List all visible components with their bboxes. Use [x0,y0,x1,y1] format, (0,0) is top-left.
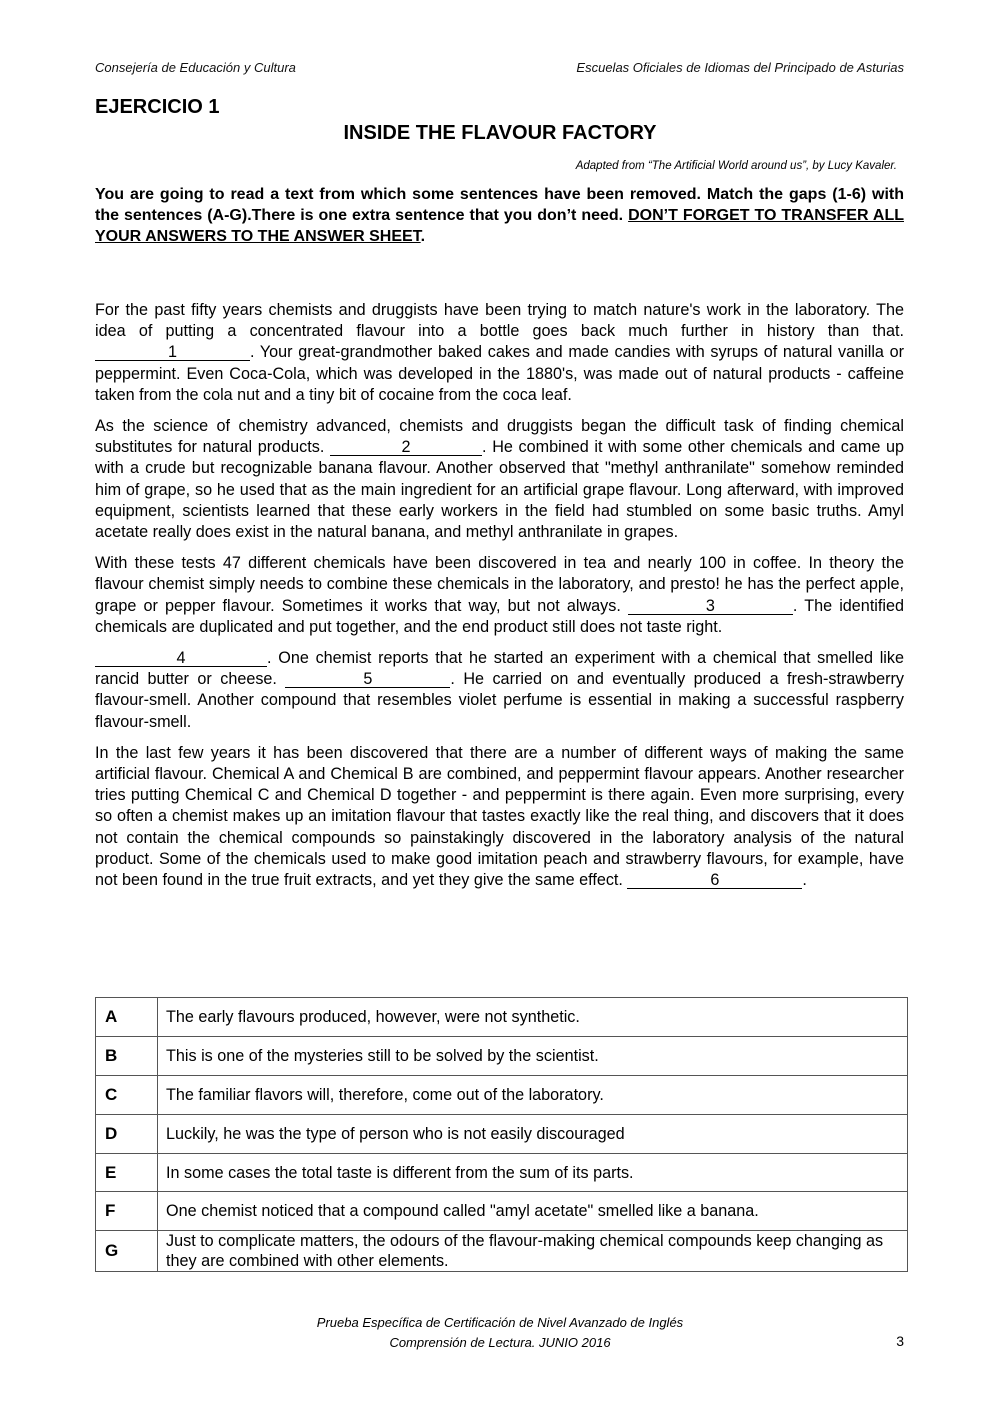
paragraph-1 [95,300,904,406]
paragraph-text: As the science of chemistry advanced, chemists and druggists began the difficult task of finding chemical substitutes for natural products. [95,417,904,457]
instructions [95,184,904,247]
paragraph-text: . Your great-grandmother baked cakes and made candies with syrups of natural vanilla or peppermint. Even Coca-Cola, which was developed in the 1880's, was made out of natural products - caffeine taken from the cola nut and a tiny bit of cocaine from the coca leaf. [95,343,904,404]
instructions-text: You are going to read a text from which some sentences have been removed. Match the gaps (1-6) with the sentences (A-G).There is one extra sentence that you don’t need. [95,186,904,224]
paragraph-text: . He combined it with some other chemicals and came up with a crude but recognizable banana flavour. Another observed that "methyl anthranilate" somehow reminded him of grape, so he used that as the main ingredient for an artificial grape flavour. Long afterward, with improved equipment, scientists learned that these early workers in the field had stumbled on some basic truths. Amyl acetate really does exist in the natural banana, and methyl anthranilate in grapes. [95,438,905,542]
option-row [96,1153,908,1192]
paragraph-text: . [802,871,807,890]
option-row [96,1075,908,1114]
reading-text [95,300,904,901]
footer-line-2: Comprensión de Lectura. JUNIO 2016 [389,1335,611,1350]
option-letter: A [96,998,158,1037]
option-text: This is one of the mysteries still to be solved by the scientist. [158,1036,908,1075]
gap-1[interactable]: 1 [95,344,250,361]
paragraph-text: . He carried on and eventually produced a fresh-strawberry flavour-smell. Another compound that resembles violet perfume is essential in making a successful raspberry flavour-smell. [95,670,904,731]
option-row [96,1036,908,1075]
option-letter: C [96,1075,158,1114]
page-number: 3 [896,1333,904,1349]
gap-4[interactable]: 4 [95,650,267,667]
option-row [96,1192,908,1231]
paragraph-text: In the last few years it has been discovered that there are a number of different ways of making the same artificial flavour. Chemical A and Chemical B are combined, and peppermint flavour appears. Another researcher tries putting Chemical C and Chemical D together - and peppermint is there again. Even more surprising, every so often a chemist makes up an imitation flavour that tastes exactly like the real thing, and discovers that it does not contain the chemical compounds so painstakingly discovered in the laboratory analysis of the natural product. Some of the chemicals used to make good imitation peach and strawberry flavours, for example, have not been found in the true fruit extracts, and yet they give the same effect. [95,743,904,890]
instructions-end: . [420,228,426,245]
option-letter: B [96,1036,158,1075]
paragraph-text: . The identified chemicals are duplicated and put together, and the end product still does not taste right. [95,596,905,636]
header-left: Consejería de Educación y Cultura [95,60,296,75]
paragraph-3 [95,553,904,638]
paragraph-2 [95,416,904,543]
options-table [95,997,908,1272]
option-text: Luckily, he was the type of person who is not easily discouraged [158,1114,908,1153]
gap-6[interactable]: 6 [627,872,802,889]
paragraph-4 [95,648,904,733]
paragraph-text: With these tests 47 different chemicals have been discovered in tea and nearly 100 in coffee. In theory the flavour chemist simply needs to combine these chemicals in the laboratory, and presto! he has the perfect apple, grape or pepper flavour. Sometimes it works that way, but not always. [95,554,904,615]
paragraph-text: For the past fifty years chemists and druggists have been trying to match nature's work in the laboratory. The idea of putting a concentrated flavour into a bottle goes back much further in history than that. [95,301,904,341]
option-row [96,998,908,1037]
option-text: The early flavours produced, however, were not synthetic. [158,998,908,1037]
option-letter: F [96,1192,158,1231]
gap-3[interactable]: 3 [628,598,793,615]
header-right: Escuelas Oficiales de Idiomas del Principado de Asturias [576,60,904,75]
gap-5[interactable]: 5 [285,671,450,688]
source-citation: Adapted from “The Artificial World around us”, by Lucy Kavaler. [575,160,897,172]
gap-2[interactable]: 2 [330,439,482,456]
option-text: In some cases the total taste is different from the sum of its parts. [158,1153,908,1192]
option-row [96,1114,908,1153]
exercise-label: EJERCICIO 1 [95,96,220,118]
option-letter: E [96,1153,158,1192]
option-row [96,1231,908,1272]
option-letter: D [96,1114,158,1153]
option-letter: G [96,1231,158,1272]
footer-line-1: Prueba Específica de Certificación de Nivel Avanzado de Inglés [316,1315,684,1330]
footer [0,1313,1000,1353]
option-text: One chemist noticed that a compound called "amyl acetate" smelled like a banana. [158,1192,908,1231]
paragraph-text: . One chemist reports that he started an experiment with a chemical that smelled like rancid butter or cheese. [95,649,904,689]
option-text: Just to complicate matters, the odours of the flavour-making chemical compounds keep changing as they are combined with other elements. [158,1231,908,1272]
option-text: The familiar flavors will, therefore, come out of the laboratory. [158,1075,908,1114]
paragraph-5 [95,743,904,891]
instructions-emphasis: DON’T FORGET TO TRANSFER ALL YOUR ANSWERS TO THE ANSWER SHEET [95,207,904,245]
page-title: INSIDE THE FLAVOUR FACTORY [343,122,657,144]
